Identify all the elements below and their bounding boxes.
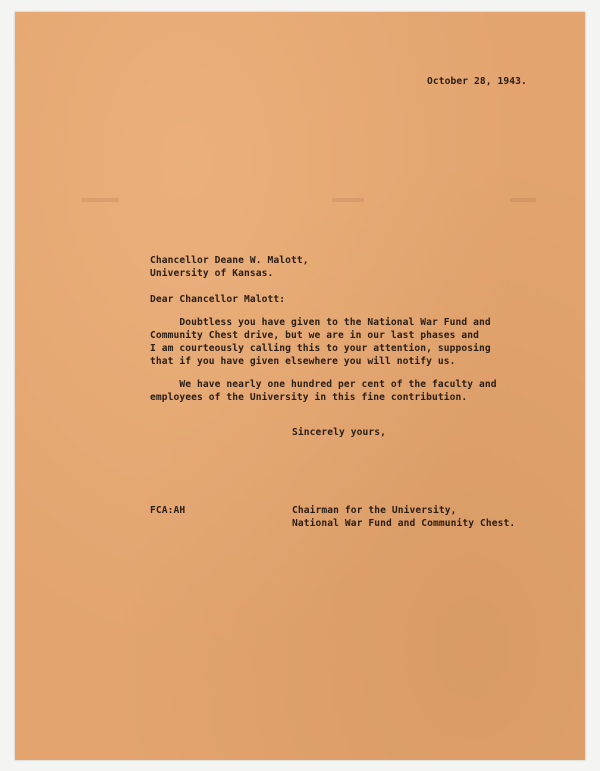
letter-date: October 28, 1943.: [427, 76, 527, 87]
signature-line: National War Fund and Community Chest.: [292, 518, 516, 529]
paragraph-2-line: We have nearly one hundred per cent of the faculty and: [150, 379, 497, 390]
paragraph-1-line: Community Chest drive, but we are in our last phases and: [150, 330, 480, 341]
paragraph-1-line: that if you have given elsewhere you will notify us.: [150, 356, 456, 367]
recipient-name: Chancellor Deane W. Malott,: [150, 255, 309, 266]
paragraph-2-line: employees of the University in this fine contribution.: [150, 392, 468, 403]
salutation: Dear Chancellor Malott:: [150, 294, 286, 305]
paragraph-1-line: I am courteously calling this to your attention, supposing: [150, 343, 491, 354]
show-through-mark: [81, 198, 119, 202]
show-through-mark: [332, 198, 364, 202]
reference-initials: FCA:AH: [150, 505, 186, 516]
letter-page: [15, 12, 585, 760]
signature-line: Chairman for the University,: [292, 505, 457, 516]
recipient-institution: University of Kansas.: [150, 268, 274, 279]
show-through-mark: [510, 198, 536, 202]
paragraph-1-line: Doubtless you have given to the National War Fund and: [150, 317, 491, 328]
closing: Sincerely yours,: [292, 427, 387, 438]
